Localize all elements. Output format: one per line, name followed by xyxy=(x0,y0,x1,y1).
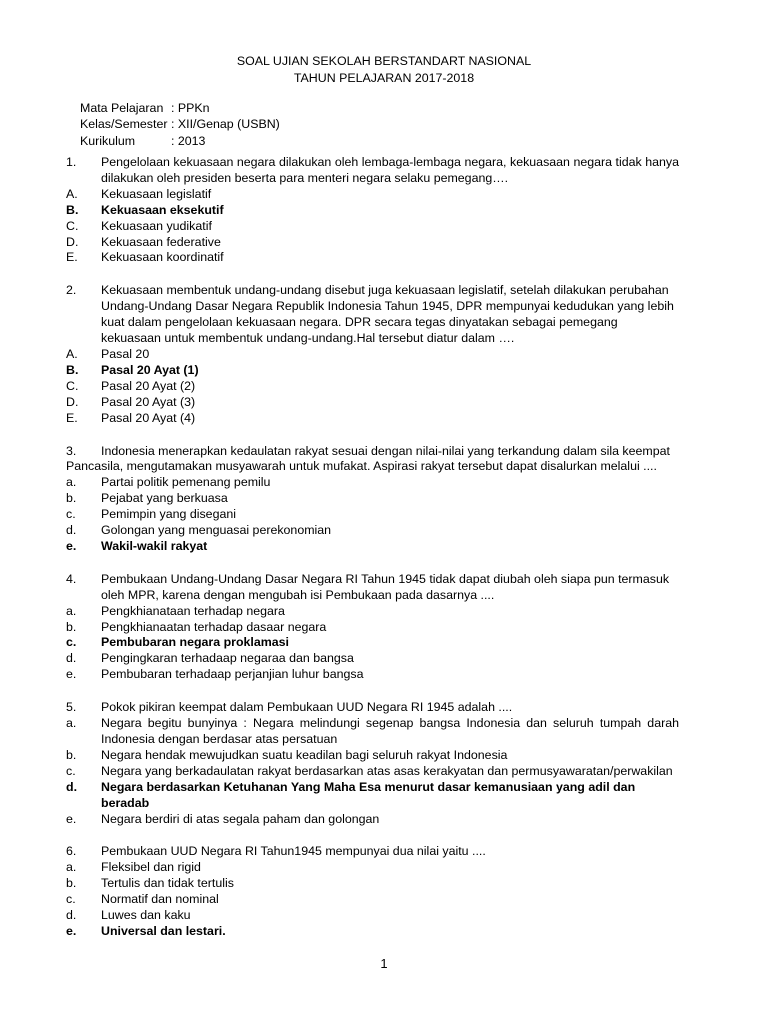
option-d-answer xyxy=(66,780,679,812)
option-e xyxy=(66,411,679,427)
option-text: Pasal 20 Ayat (3) xyxy=(101,394,196,409)
option-mark: D. xyxy=(66,234,79,249)
option-e xyxy=(66,812,679,828)
option-a xyxy=(66,187,679,203)
option-b xyxy=(66,491,679,507)
option-mark: d. xyxy=(66,651,77,666)
option-c xyxy=(66,507,679,523)
option-c xyxy=(66,219,679,235)
option-c xyxy=(66,379,679,395)
question-2 xyxy=(66,283,679,426)
option-mark: d. xyxy=(66,779,78,794)
option-text: Kekuasaan federative xyxy=(101,234,221,249)
option-mark: a. xyxy=(66,603,77,618)
option-text: Pasal 20 Ayat (1) xyxy=(101,362,199,377)
option-mark: a. xyxy=(66,860,77,875)
question-list xyxy=(66,155,679,957)
option-text: Pengkhianaatan terhadap dasaar negara xyxy=(101,619,327,634)
question-1 xyxy=(66,155,679,266)
question-5 xyxy=(66,700,679,827)
info-value: : 2013 xyxy=(171,133,206,148)
question-text: Pengelolaan kekuasaan negara dilakukan oleh lembaga-lembaga negara, kekuasaan negara tidak hanya dilakukan oleh presiden beserta para menteri negara selaku pemegang…. xyxy=(101,155,679,185)
option-text: Golongan yang menguasai perekonomian xyxy=(101,523,332,538)
option-text: Negara berdiri di atas segala paham dan golongan xyxy=(101,811,380,826)
question-stem xyxy=(66,700,679,716)
document-header xyxy=(0,53,768,86)
option-text: Kekuasaan koordinatif xyxy=(101,250,224,265)
option-mark: d. xyxy=(66,908,77,923)
option-a xyxy=(66,475,679,491)
exam-info xyxy=(80,100,280,149)
question-text: Pembukaan UUD Negara RI Tahun1945 mempunyai dua nilai yaitu .... xyxy=(101,844,486,859)
option-mark: b. xyxy=(66,876,77,891)
question-stem xyxy=(66,155,679,187)
option-c xyxy=(66,764,679,780)
question-number: 1. xyxy=(66,155,77,169)
option-mark: e. xyxy=(66,538,77,553)
info-label: Kelas/Semester xyxy=(80,117,168,132)
question-text: Pembukaan Undang-Undang Dasar Negara RI Tahun 1945 tidak dapat diubah oleh siapa pun termasuk oleh MPR, karena dengan mengubah isi Pembukaan pada dasarnya .... xyxy=(101,571,670,602)
option-mark: b. xyxy=(66,747,77,762)
option-mark: c. xyxy=(66,892,76,907)
option-mark: B. xyxy=(66,202,79,217)
option-e xyxy=(66,250,679,266)
option-text: Pasal 20 Ayat (4) xyxy=(101,410,196,425)
question-number: 6. xyxy=(66,844,77,859)
option-c xyxy=(66,892,679,908)
question-3 xyxy=(66,444,679,555)
question-number: 3. xyxy=(66,443,77,458)
option-e xyxy=(66,667,679,683)
option-a xyxy=(66,716,679,748)
option-b xyxy=(66,876,679,892)
option-text: Wakil-wakil rakyat xyxy=(101,538,208,553)
option-mark: c. xyxy=(66,507,76,522)
option-d xyxy=(66,235,679,251)
option-b xyxy=(66,620,679,636)
info-row-curriculum xyxy=(80,133,280,149)
info-row-class xyxy=(80,116,280,132)
option-text: Negara berdasarkan Ketuhanan Yang Maha Esa menurut dasar kemanusiaan yang adil dan beradab xyxy=(101,779,636,810)
option-text: Pejabat yang berkuasa xyxy=(101,491,228,506)
info-row-subject xyxy=(80,100,280,116)
option-b xyxy=(66,748,679,764)
option-b-answer xyxy=(66,203,679,219)
option-text: Normatif dan nominal xyxy=(101,892,219,907)
question-stem xyxy=(66,572,679,604)
option-mark: e. xyxy=(66,667,77,682)
header-subtitle: TAHUN PELAJARAN 2017-2018 xyxy=(293,70,475,85)
option-mark: D. xyxy=(66,394,79,409)
option-text: Pasal 20 xyxy=(101,346,150,361)
option-d xyxy=(66,395,679,411)
option-mark: E. xyxy=(66,410,78,425)
option-mark: B. xyxy=(66,362,79,377)
option-mark: e. xyxy=(66,923,77,938)
question-number: 4. xyxy=(66,571,77,586)
option-mark: a. xyxy=(66,475,77,490)
option-mark: c. xyxy=(66,763,76,778)
option-mark: b. xyxy=(66,491,77,506)
option-mark: e. xyxy=(66,811,77,826)
option-text: Pengkhianataan terhadap negara xyxy=(101,603,285,618)
option-text: Negara begitu bunyinya : Negara melindungi segenap bangsa Indonesia dan seluruh tumpah darah Indonesia dengan berdasar atas persatuan xyxy=(101,716,679,746)
option-text: Kekuasaan yudikatif xyxy=(101,218,212,233)
option-c-answer xyxy=(66,635,679,651)
question-text: Kekuasaan membentuk undang-undang disebut juga kekuasaan legislatif, setelah dilakukan perubahan Undang-Undang Dasar Negara Republik Indonesia Tahun 1945, DPR mempunyai kedudukan yang lebih kuat dalam pengelolaan kekuasaan negara. DPR secara tegas dinyatakan sebagai pemegang kekuasaan untuk membentuk undang-undang.Hal tersebut diatur dalam …. xyxy=(101,283,674,346)
option-text: Universal dan lestari. xyxy=(101,923,226,938)
option-text: Negara hendak mewujudkan suatu keadilan bagi seluruh rakyat Indonesia xyxy=(101,747,508,762)
question-stem xyxy=(66,444,679,476)
option-e-answer xyxy=(66,924,679,940)
option-a xyxy=(66,604,679,620)
option-text: Luwes dan kaku xyxy=(101,908,191,923)
option-text: Partai politik pemenang pemilu xyxy=(101,475,271,490)
info-label: Kurikulum xyxy=(80,133,136,148)
option-mark: c. xyxy=(66,635,77,650)
info-value: : XII/Genap (USBN) xyxy=(171,117,280,132)
option-text: Fleksibel dan rigid xyxy=(101,860,201,875)
question-text: Pokok pikiran keempat dalam Pembukaan UUD Negara RI 1945 adalah .... xyxy=(101,700,513,715)
question-number: 2. xyxy=(66,283,77,298)
option-text: Pasal 20 Ayat (2) xyxy=(101,378,196,393)
question-stem xyxy=(66,844,679,860)
option-mark: d. xyxy=(66,523,77,538)
option-mark: A. xyxy=(66,346,78,361)
option-mark: A. xyxy=(66,186,78,201)
question-number: 5. xyxy=(66,700,77,715)
page-number: 1 xyxy=(380,956,388,971)
option-mark: C. xyxy=(66,378,79,393)
option-mark: a. xyxy=(66,716,77,731)
option-text: Pembubaran terhadaap perjanjian luhur bangsa xyxy=(101,667,364,682)
option-mark: b. xyxy=(66,619,77,634)
option-text: Tertulis dan tidak tertulis xyxy=(101,876,234,891)
option-mark: E. xyxy=(66,250,78,265)
option-mark: C. xyxy=(66,218,79,233)
info-value: : PPKn xyxy=(171,101,210,115)
option-b-answer xyxy=(66,363,679,379)
option-text: Pembubaran negara proklamasi xyxy=(101,635,289,650)
question-6 xyxy=(66,844,679,939)
option-d xyxy=(66,651,679,667)
question-text: Indonesia menerapkan kedaulatan rakyat sesuai dengan nilai-nilai yang terkandung dalam sila keempat Pancasila, mengutamakan musyawarah untuk mufakat. Aspirasi rakyat tersebut dapat disalurkan melalui .... xyxy=(66,443,670,474)
option-e-answer xyxy=(66,539,679,555)
question-4 xyxy=(66,572,679,683)
option-a xyxy=(66,860,679,876)
option-text: Pemimpin yang disegani xyxy=(101,507,236,522)
header-title: SOAL UJIAN SEKOLAH BERSTANDART NASIONAL xyxy=(236,54,532,68)
option-text: Kekuasaan eksekutif xyxy=(101,202,224,217)
option-d xyxy=(66,908,679,924)
option-text: Kekuasaan legislatif xyxy=(101,186,212,201)
question-stem xyxy=(66,283,679,347)
option-a xyxy=(66,347,679,363)
option-d xyxy=(66,523,679,539)
option-text: Negara yang berkadaulatan rakyat berdasarkan atas asas kerakyatan dan permusyawaratan/perwakilan xyxy=(101,763,673,778)
option-text: Pengingkaran terhadaap negaraa dan bangsa xyxy=(101,651,354,666)
info-label: Mata Pelajaran xyxy=(80,101,164,115)
